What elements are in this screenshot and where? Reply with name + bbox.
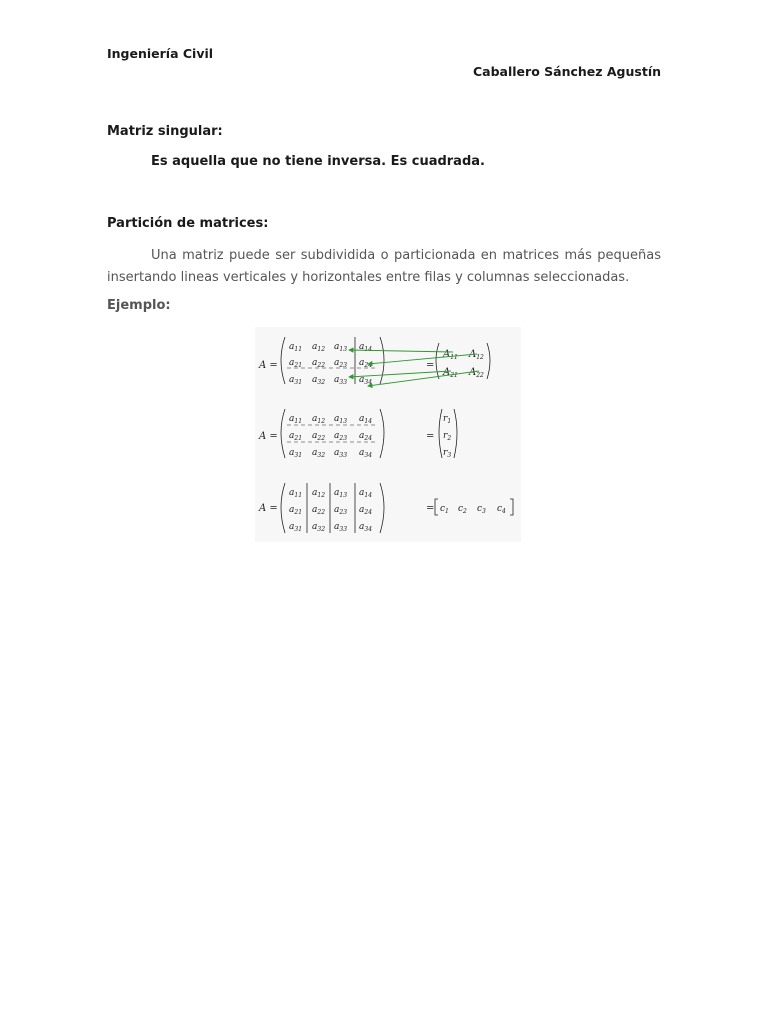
svg-text:r2: $r_2$ (443, 431, 452, 442)
svg-text:a11: $a_{11}$ (289, 414, 303, 425)
svg-text:a21: $a_{21}$ (289, 505, 303, 516)
svg-text:r3: $r_3$ (443, 448, 452, 459)
svg-text:a32: $a_{32}$ (312, 375, 326, 386)
svg-text:a14: $a_{14}$ (359, 414, 373, 425)
svg-text:a33: $a_{33}$ (334, 375, 348, 386)
svg-text:a34: $a_{34}$ (359, 448, 373, 459)
svg-text:c3: $c_3$ (477, 504, 486, 515)
svg-text:c1: $c_1$ (440, 504, 449, 515)
svg-text:a13: $a_{13}$ (334, 342, 348, 353)
svg-text:a31: $a_{31}$ (289, 522, 303, 533)
left-paren-3 (281, 483, 285, 533)
lhs-label-1: A = (259, 360, 278, 371)
left-paren-1 (281, 337, 285, 384)
singular-definition: Es aquella que no tiene inversa. Es cuadrada. (151, 154, 485, 169)
svg-text:a11: $a_{11}$ (289, 342, 303, 353)
matrix-block-2 (258, 409, 457, 459)
equals-3: = (426, 503, 435, 514)
right-paren-1 (380, 337, 384, 384)
row-vector-left-paren (439, 409, 442, 458)
left-paren-2 (281, 409, 285, 458)
svg-text:a33: $a_{33}$ (334, 448, 348, 459)
svg-text:r1: $r_1$ (443, 414, 452, 425)
svg-text:a11: $a_{11}$ (289, 488, 303, 499)
svg-text:a22: $a_{22}$ (312, 431, 326, 442)
svg-text:a12: $a_{12}$ (312, 414, 326, 425)
block-left-paren (436, 343, 439, 379)
svg-text:a32: $a_{32}$ (312, 448, 326, 459)
svg-text:a13: $a_{13}$ (334, 488, 348, 499)
svg-text:a24: $a_{24}$ (359, 358, 373, 369)
svg-text:a12: $a_{12}$ (312, 488, 326, 499)
svg-text:a24: $a_{24}$ (359, 431, 373, 442)
svg-text:a32: $a_{32}$ (312, 522, 326, 533)
row-vector-right-paren (454, 409, 457, 458)
particion-paragraph: Una matriz puede ser subdividida o particionada en matrices más pequeñas insertando lineas verticales y horizontales entre filas y columnas seleccionadas. (107, 248, 661, 285)
col-vector-right-bracket (510, 499, 513, 515)
matrix-block-3 (258, 483, 513, 533)
svg-text:a12: $a_{12}$ (312, 342, 326, 353)
equals-2: = (426, 431, 435, 442)
svg-text:a14: $a_{14}$ (359, 488, 373, 499)
matrix-block-1 (258, 337, 490, 386)
svg-text:a23: $a_{23}$ (334, 431, 348, 442)
svg-text:c4: $c_4$ (497, 504, 506, 515)
right-paren-2 (380, 409, 384, 458)
matrix-partition-figure (255, 327, 521, 542)
svg-text:a22: $a_{22}$ (312, 358, 326, 369)
equals-1: = (426, 360, 435, 371)
svg-text:a23: $a_{23}$ (334, 505, 348, 516)
svg-text:a13: $a_{13}$ (334, 414, 348, 425)
header-left: Ingeniería Civil (107, 46, 214, 61)
svg-text:c2: $c_2$ (458, 504, 467, 515)
svg-text:A21: $A_{21}$ (443, 367, 458, 379)
col-vector-left-bracket (435, 499, 438, 515)
svg-text:A22: $A_{22}$ (469, 367, 484, 379)
svg-text:a34: $a_{34}$ (359, 522, 373, 533)
svg-text:a21: $a_{21}$ (289, 431, 303, 442)
matrix-figure-svg (255, 327, 521, 542)
block-right-paren (487, 343, 490, 379)
svg-text:a31: $a_{31}$ (289, 448, 303, 459)
section-title-particion: Partición de matrices: (107, 216, 269, 231)
svg-text:a14: $a_{14}$ (359, 342, 373, 353)
lhs-label-2: A = (259, 431, 278, 442)
right-paren-3 (380, 483, 384, 533)
svg-text:A11: $A_{11}$ (443, 349, 458, 361)
svg-text:a33: $a_{33}$ (334, 522, 348, 533)
svg-text:a31: $a_{31}$ (289, 375, 303, 386)
svg-text:a21: $a_{21}$ (289, 358, 303, 369)
lhs-label-3: A = (259, 503, 278, 514)
svg-text:a23: $a_{23}$ (334, 358, 348, 369)
svg-text:a22: $a_{22}$ (312, 505, 326, 516)
section-title-singular: Matriz singular: (107, 124, 223, 139)
svg-text:A12: $A_{12}$ (469, 349, 484, 361)
svg-text:a34: $a_{34}$ (359, 375, 373, 386)
example-label: Ejemplo: (107, 298, 171, 313)
svg-text:a24: $a_{24}$ (359, 505, 373, 516)
header-right: Caballero Sánchez Agustín (472, 64, 661, 79)
